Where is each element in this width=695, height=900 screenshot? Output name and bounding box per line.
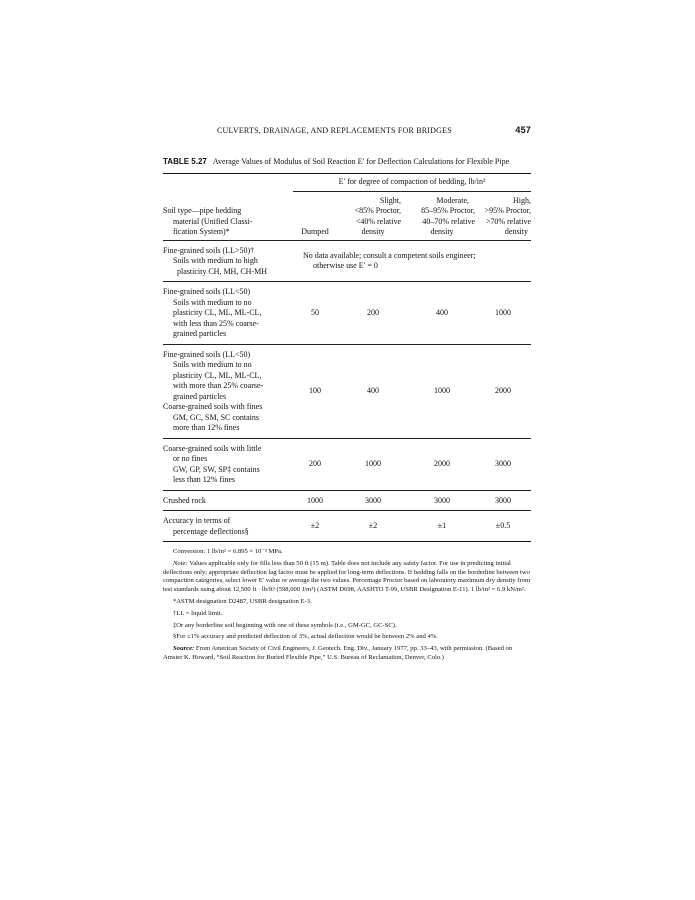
modulus-table	[163, 173, 531, 542]
page-number: 457	[515, 125, 531, 135]
cell-high: 1000	[495, 308, 511, 317]
cell-slight: 3000	[365, 495, 381, 505]
running-head	[163, 126, 531, 140]
book-page	[163, 126, 531, 666]
table-label: TABLE 5.27	[163, 157, 207, 166]
col-header-dumped: Dumped	[301, 227, 329, 236]
cell-high: ±0.5	[495, 521, 511, 531]
source-note: Source: From American Society of Civil Engineers, J. Geotech. Eng. Div., January 1977, pp. 33–43, with permission. (Based on Amster K. Howard, “Soil Reaction for Buried Flexible Pipe,” U.S. Bureau of Reclamation, Denver, Colo.)	[163, 645, 513, 661]
cell-slight: ±2	[368, 521, 378, 531]
cell-high: 2000	[495, 386, 511, 396]
cell-dumped: 50	[311, 308, 319, 317]
table-row: Crushed rock 1000 3000 3000 3000	[163, 490, 531, 511]
cell-dumped: 100	[309, 386, 321, 396]
cell-moderate: 400	[436, 308, 448, 317]
table-row: Accuracy in terms of percentage deflections§ ±2 ±2 ±1 ±0.5	[163, 511, 531, 542]
cell-moderate: 1000	[434, 386, 450, 396]
table-row: Fine-grained soils (LL>50)† Soils with medium to high plasticity CH, MH, CH-MH No data available; consult a competent soils engineer; otherwise use E′ = 0	[163, 240, 531, 282]
table-row: Fine-grained soils (LL<50) Soils with medium to no plasticity CL, ML, ML-CL, with more than 25% coarse- grained particles Coarse-grained soils with fines GM, GC, SM, SC contains more than 12% fines 100 400 1000 2000	[163, 344, 531, 438]
cell-high: 3000	[495, 495, 511, 505]
col-header-slight: Slight, <85% Proctor, <40% relative density	[354, 195, 401, 236]
col-header-soil: Soil type—pipe bedding material (Unified Classi- fication System)*	[163, 206, 253, 236]
cell-moderate: 2000	[434, 459, 450, 469]
cell-dumped: ±2	[310, 521, 320, 531]
col-header-high: High, >95% Proctor, >70% relative density	[484, 195, 531, 236]
table-caption	[163, 156, 531, 167]
column-spanner: E′ for degree of compaction of bedding, lb/in²	[293, 174, 531, 192]
cell-dumped: 1000	[307, 495, 323, 505]
col-header-moderate: Moderate, 85–95% Proctor, 40–70% relative density	[421, 195, 475, 236]
cell-slight: 200	[367, 308, 379, 317]
footnote: §For ±1% accuracy and predicted deflection of 3%, actual deflection would be between 2% and 4%.	[173, 633, 438, 641]
cell-slight: 400	[367, 386, 379, 396]
footnote: ‡Or any borderline soil beginning with one of these symbols (i.e., GM-GC, GC-SC).	[173, 621, 397, 629]
conversion-note: Conversion: 1 lb/in² = 6.895 × 10⁻³ MPa.	[173, 548, 283, 555]
cell-high: 3000	[495, 459, 511, 469]
cell-slight: 1000	[365, 459, 381, 469]
note-paragraph: Note: Values applicable only for fills less than 50 ft (15 m). Table does not include any safety factor. For use in predicting initial deflections only; appropriate deflection lag factor must be applied for long-term deflections. If bedding falls on the borderline between two compaction categories, select lower E′ value or average the two values. Percentage Proctor based on laboratory maximum dry density from test standards using about 12,500 ft · lb/ft³ (598,000 J/m³) (ASTM D698, AASHTO T-99, USBR Designation E-11). 1 lb/in² = 6.9 kN/m².	[163, 559, 531, 594]
table-caption-text: Average Values of Modulus of Soil Reaction E′ for Deflection Calculations for Flexible Pipe	[212, 157, 510, 166]
table-notes	[163, 548, 531, 663]
footnote: †LL = liquid limit.	[173, 609, 223, 617]
table-row: Coarse-grained soils with little or no fines GW, GP, SW, SP‡ contains less than 12% fines 200 1000 2000 3000	[163, 438, 531, 490]
cell-moderate: 3000	[434, 495, 450, 505]
cell-moderate: ±1	[437, 521, 447, 531]
table-row: Fine-grained soils (LL<50) Soils with medium to no plasticity CL, ML, ML-CL, with less than 25% coarse- grained particles 50 200 400 1000	[163, 282, 531, 345]
running-head-title: CULVERTS, DRAINAGE, AND REPLACEMENTS FOR BRIDGES	[217, 126, 452, 135]
no-data-note: No data available; consult a competent soils engineer; otherwise use E′ = 0	[303, 250, 476, 271]
footnote: *ASTM designation D2487, USBR designation E-3.	[173, 597, 312, 605]
cell-dumped: 200	[309, 459, 321, 469]
